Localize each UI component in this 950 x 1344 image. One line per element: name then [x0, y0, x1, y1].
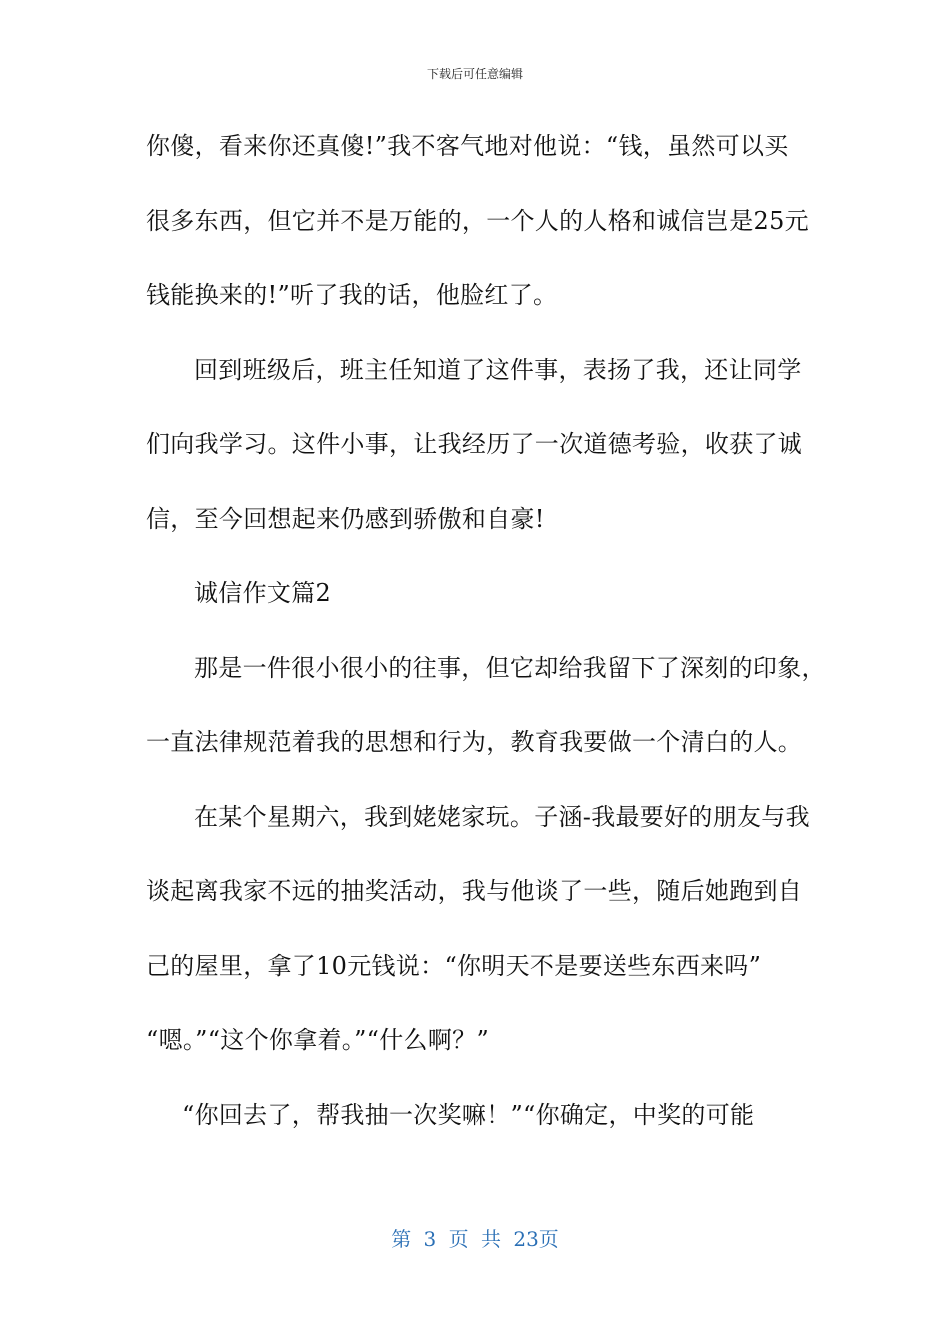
paragraph-start: “你回去了，帮我抽一次奖嘛！”“你确定，中奖的可能: [182, 1100, 755, 1129]
text-line: 一直法律规范着我的思想和行为，教育我要做一个清白的人。: [146, 728, 803, 756]
text-line: 很多东西，但它并不是万能的，一个人的人格和诚信岂是25元: [146, 206, 809, 235]
text-line: 信，至今回想起来仍感到骄傲和自豪!: [146, 504, 545, 533]
paragraph-start: 回到班级后，班主任知道了这件事，表扬了我，还让同学: [194, 355, 802, 384]
paragraph-start: 在某个星期六，我到姥姥家玩。子涵-我最要好的朋友与我: [194, 802, 810, 831]
text-line: 谈起离我家不远的抽奖活动，我与他谈了一些，随后她跑到自: [146, 877, 803, 905]
document-body: [146, 122, 826, 1165]
paragraph-start: 那是一件很小很小的往事，但它却给我留下了深刻的印象，: [194, 653, 826, 682]
page-number: 第 3 页 共 23页: [391, 1227, 559, 1251]
download-note: 下载后可任意编辑: [426, 67, 523, 81]
text-line: 己的屋里，拿了10元钱说：“你明天不是要送些东西来吗”: [146, 951, 762, 980]
text-line: 你傻，看来你还真傻!”我不客气地对他说：“钱，虽然可以买: [146, 132, 789, 160]
text-line: 钱能换来的!”听了我的话，他脸红了。: [146, 281, 558, 309]
text-line: 们向我学习。这件小事，让我经历了一次道德考验，收获了诚: [146, 430, 803, 458]
text-line: “嗯。”“这个你拿着。”“什么啊？”: [146, 1026, 490, 1054]
section-heading: 诚信作文篇2: [194, 579, 332, 607]
